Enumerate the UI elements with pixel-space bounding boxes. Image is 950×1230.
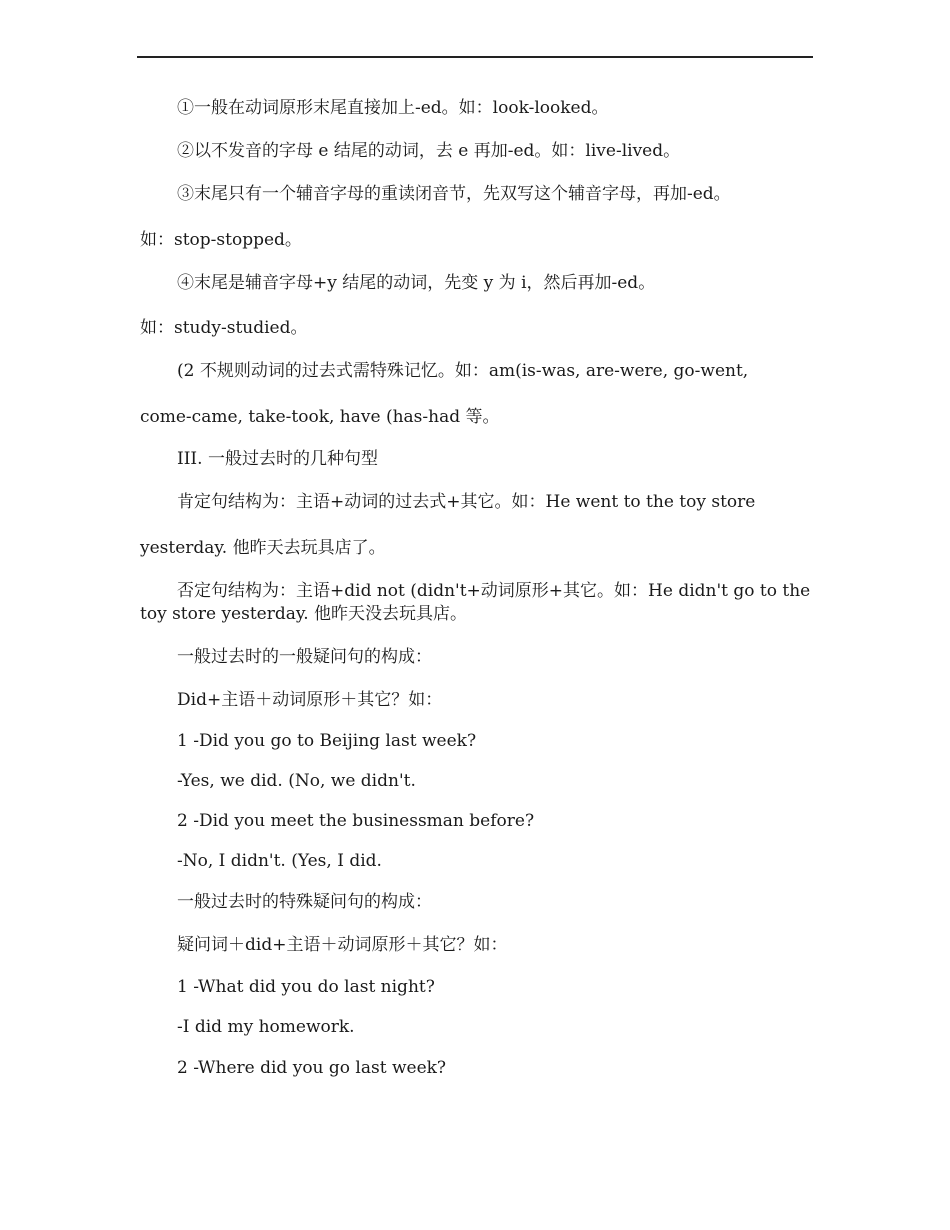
wh-question-heading: 一般过去时的特殊疑问句的构成：: [177, 892, 432, 912]
example-2-question: 2 -Did you meet the businessman before?: [177, 811, 535, 831]
irregular-verbs-text: (2 不规则动词的过去式需特殊记忆。如：am(is-was, are-were, go-went,: [177, 361, 749, 381]
example-4-question: 2 -Where did you go last week?: [177, 1058, 447, 1078]
yes-no-question-heading: 一般过去时的一般疑问句的构成：: [177, 647, 432, 667]
section-heading: III. 一般过去时的几种句型: [177, 449, 378, 469]
rule-3-text: ③末尾只有一个辅音字母的重读闭音节，先双写这个辅音字母，再加-ed。: [177, 184, 731, 204]
wh-question-structure: 疑问词＋did+主语＋动词原形＋其它？如：: [177, 935, 508, 955]
example-3-question: 1 -What did you do last night?: [177, 977, 435, 997]
rule-1-text: ①一般在动词原形末尾直接加上-ed。如：look-looked。: [177, 98, 609, 118]
rule-4-text: ④末尾是辅音字母+y 结尾的动词，先变 y 为 i，然后再加-ed。: [177, 273, 656, 293]
irregular-verbs-continued: come-came, take-took, have (has-had 等。: [140, 407, 500, 427]
rule-3-example: 如：stop-stopped。: [140, 230, 302, 250]
rule-4-example: 如：study-studied。: [140, 318, 308, 338]
example-1-question: 1 -Did you go to Beijing last week?: [177, 731, 477, 751]
affirmative-structure: 肯定句结构为：主语+动词的过去式+其它。如：He went to the toy store: [177, 492, 756, 512]
negative-structure-continued: toy store yesterday. 他昨天没去玩具店。: [140, 604, 468, 624]
example-3-answer: -I did my homework.: [177, 1017, 355, 1037]
example-2-answer: -No, I didn't. (Yes, I did.: [177, 851, 382, 871]
header-rule: [137, 56, 813, 58]
example-1-answer: -Yes, we did. (No, we didn't.: [177, 771, 416, 791]
yes-no-question-structure: Did+主语＋动词原形＋其它？如：: [177, 690, 443, 710]
negative-structure: 否定句结构为：主语+did not (didn't+动词原形+其它。如：He didn't go to the: [177, 581, 811, 601]
affirmative-structure-continued: yesterday. 他昨天去玩具店了。: [140, 538, 386, 558]
rule-2-text: ②以不发音的字母 e 结尾的动词，去 e 再加-ed。如：live-lived。: [177, 141, 681, 161]
